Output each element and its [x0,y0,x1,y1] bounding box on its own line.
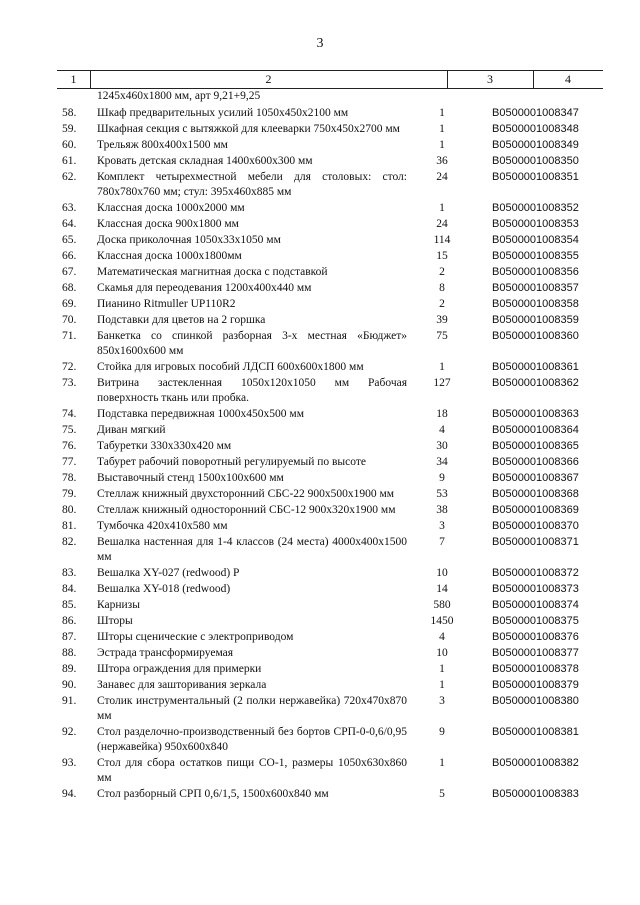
item-quantity: 1 [439,361,445,373]
header-col-2: 2 [265,72,272,86]
item-quantity: 24 [436,171,448,183]
item-description: Доска приколочная 1050x33x1050 мм [97,234,281,246]
item-quantity: 1450 [430,615,454,627]
item-inventory-code: B0500001008382 [492,757,579,769]
item-inventory-code: B0500001008383 [492,788,579,800]
item-description: Шторы сценические с электроприводом [97,631,294,643]
item-description: Шкаф предварительных усилий 1050x450x2100 мм [97,107,349,119]
item-number: 77. [62,456,77,468]
item-number: 76. [62,440,77,452]
table-row [0,423,640,438]
item-quantity: 9 [439,726,445,738]
item-quantity: 127 [433,377,451,389]
item-quantity: 36 [436,155,448,167]
table-row [0,535,640,565]
table-row [0,678,640,693]
item-description: Комплект четырехместной мебели для столовых: стол: 780x780x760 мм; стул: 395x460x885 мм [97,171,407,198]
continuation-row [0,89,640,104]
item-description: Стол для сбора остатков пищи СО-1, размеры 1050x630x860 мм [97,757,407,784]
item-number: 93. [62,757,77,769]
item-quantity: 580 [433,599,451,611]
item-quantity: 38 [436,504,448,516]
item-inventory-code: B0500001008370 [492,520,579,532]
table-row [0,233,640,248]
item-number: 88. [62,647,77,659]
item-description: Математическая магнитная доска с подставкой [97,266,328,278]
item-description: Кровать детская складная 1400x600x300 мм [97,155,313,167]
item-description: Стеллаж книжный двухсторонний СБС-22 900x500x1900 мм [97,488,395,500]
item-description: Вешалка XY-018 (redwood) [97,583,231,595]
item-inventory-code: B0500001008373 [492,583,579,595]
item-inventory-code: B0500001008354 [492,234,579,246]
item-description: Стойка для игровых пособий ЛДСП 600x600x1800 мм [97,361,364,373]
item-inventory-code: B0500001008379 [492,679,579,691]
table-row [0,265,640,280]
item-description: Классная доска 900x1800 мм [97,218,239,230]
table-row [0,122,640,137]
item-inventory-code: B0500001008360 [492,330,579,342]
item-number: 67. [62,266,77,278]
item-description: Эстрада трансформируемая [97,647,234,659]
continuation-text: 1245x460x1800 мм, арт 9,21+9,25 [97,90,261,102]
table-row [0,503,640,518]
item-inventory-code: B0500001008377 [492,647,579,659]
item-number: 79. [62,488,77,500]
item-quantity: 2 [439,266,445,278]
item-inventory-code: B0500001008349 [492,139,579,151]
table-row [0,725,640,755]
item-quantity: 1 [439,123,445,135]
item-quantity: 9 [439,472,445,484]
table-row [0,566,640,581]
item-number: 72. [62,361,77,373]
item-description: Тумбочка 420x410x580 мм [97,520,228,532]
item-inventory-code: B0500001008367 [492,472,579,484]
table-header [57,70,603,89]
item-number: 75. [62,424,77,436]
item-number: 90. [62,679,77,691]
table-row [0,787,640,802]
item-inventory-code: B0500001008359 [492,314,579,326]
item-inventory-code: B0500001008378 [492,663,579,675]
item-inventory-code: B0500001008357 [492,282,579,294]
table-row [0,313,640,328]
table-body [0,89,640,803]
item-number: 68. [62,282,77,294]
item-quantity: 53 [436,488,448,500]
item-number: 61. [62,155,77,167]
item-description: Шторы [97,615,133,627]
table-row [0,376,640,406]
item-inventory-code: B0500001008362 [492,377,579,389]
table-row [0,360,640,375]
item-inventory-code: B0500001008363 [492,408,579,420]
item-number: 86. [62,615,77,627]
item-description: Стол разборный СРП 0,6/1,5, 1500x600x840 мм [97,788,329,800]
item-inventory-code: B0500001008365 [492,440,579,452]
item-number: 66. [62,250,77,262]
table-row [0,630,640,645]
item-number: 60. [62,139,77,151]
item-inventory-code: B0500001008350 [492,155,579,167]
item-quantity: 1 [439,757,445,769]
table-row [0,281,640,296]
item-description: Выставочный стенд 1500x100x600 мм [97,472,284,484]
table-row [0,201,640,216]
item-number: 82. [62,536,77,548]
item-description: Занавес для зашторивания зеркала [97,679,267,691]
item-description: Банкетка со спинкой разборная 3-х местная «Бюджет» 850x1600x600 мм [97,330,407,357]
table-row [0,519,640,534]
table-row [0,455,640,470]
item-inventory-code: B0500001008368 [492,488,579,500]
item-quantity: 4 [439,424,445,436]
item-description: Диван мягкий [97,424,166,436]
item-description: Витрина застекленная 1050x120x1050 мм Рабочая поверхность ткань или пробка. [97,377,407,404]
item-description: Табуретки 330x330x420 мм [97,440,232,452]
item-quantity: 30 [436,440,448,452]
item-description: Столик инструментальный (2 полки нержавейка) 720x470x870 мм [97,695,407,722]
table-row [0,487,640,502]
item-description: Карнизы [97,599,140,611]
item-number: 91. [62,695,77,707]
item-description: Штора ограждения для примерки [97,663,262,675]
item-quantity: 1 [439,679,445,691]
table-row [0,756,640,786]
item-number: 81. [62,520,77,532]
item-number: 74. [62,408,77,420]
item-quantity: 4 [439,631,445,643]
item-number: 73. [62,377,77,389]
item-inventory-code: B0500001008372 [492,567,579,579]
item-quantity: 24 [436,218,448,230]
item-number: 94. [62,788,77,800]
item-quantity: 39 [436,314,448,326]
item-quantity: 10 [436,567,448,579]
item-number: 85. [62,599,77,611]
item-description: Вешалка настенная для 1-4 классов (24 места) 4000x400x1500 мм [97,536,407,563]
item-quantity: 7 [439,536,445,548]
item-number: 71. [62,330,77,342]
item-number: 65. [62,234,77,246]
item-description: Табурет рабочий поворотный регулируемый по высоте [97,456,366,468]
item-number: 92. [62,726,77,738]
table-row [0,217,640,232]
header-col-4: 4 [565,72,571,86]
item-quantity: 1 [439,202,445,214]
item-inventory-code: B0500001008380 [492,695,579,707]
item-inventory-code: B0500001008358 [492,298,579,310]
item-inventory-code: B0500001008356 [492,266,579,278]
item-description: Подставки для цветов на 2 горшка [97,314,266,326]
table-row [0,138,640,153]
item-quantity: 15 [436,250,448,262]
item-number: 64. [62,218,77,230]
item-inventory-code: B0500001008347 [492,107,579,119]
item-description: Пианино Ritmuller UP110R2 [97,298,236,310]
table-row [0,170,640,200]
table-row [0,582,640,597]
item-inventory-code: B0500001008371 [492,536,579,548]
table-row [0,694,640,724]
item-description: Подставка передвижная 1000x450x500 мм [97,408,304,420]
table-row [0,407,640,422]
item-quantity: 18 [436,408,448,420]
item-number: 69. [62,298,77,310]
item-number: 87. [62,631,77,643]
item-number: 89. [62,663,77,675]
item-inventory-code: B0500001008366 [492,456,579,468]
item-quantity: 3 [439,520,445,532]
table-row [0,297,640,312]
item-number: 58. [62,107,77,119]
item-inventory-code: B0500001008364 [492,424,579,436]
item-quantity: 1 [439,139,445,151]
item-number: 83. [62,567,77,579]
item-inventory-code: B0500001008351 [492,171,579,183]
item-description: Стеллаж книжный односторонний СБС-12 900x320x1900 мм [97,504,396,516]
item-description: Классная доска 1000x1800мм [97,250,242,262]
item-number: 84. [62,583,77,595]
item-inventory-code: B0500001008361 [492,361,579,373]
item-quantity: 1 [439,663,445,675]
item-quantity: 114 [433,234,451,246]
item-inventory-code: B0500001008353 [492,218,579,230]
item-quantity: 2 [439,298,445,310]
table-row [0,329,640,359]
page-number: 3 [316,36,324,51]
item-inventory-code: B0500001008348 [492,123,579,135]
item-number: 63. [62,202,77,214]
item-quantity: 75 [436,330,448,342]
item-quantity: 34 [436,456,448,468]
item-description: Скамья для переодевания 1200x400x440 мм [97,282,312,294]
item-description: Трельяж 800x400x1500 мм [97,139,228,151]
item-description: Классная доска 1000x2000 мм [97,202,245,214]
table-row [0,614,640,629]
item-inventory-code: B0500001008381 [492,726,579,738]
table-row [0,154,640,169]
table-row [0,249,640,264]
table-row [0,106,640,121]
table-row [0,662,640,677]
table-row [0,646,640,661]
item-inventory-code: B0500001008369 [492,504,579,516]
item-number: 70. [62,314,77,326]
item-description: Шкафная секция с вытяжкой для клееварки 750x450x2700 мм [97,123,400,135]
item-inventory-code: B0500001008374 [492,599,579,611]
table-row [0,598,640,613]
item-quantity: 5 [439,788,445,800]
table-row [0,439,640,454]
item-inventory-code: B0500001008376 [492,631,579,643]
item-number: 62. [62,171,77,183]
item-quantity: 8 [439,282,445,294]
item-inventory-code: B0500001008355 [492,250,579,262]
item-number: 78. [62,472,77,484]
item-description: Вешалка XY-027 (redwood) P [97,567,240,579]
item-quantity: 10 [436,647,448,659]
table-row [0,471,640,486]
item-quantity: 3 [439,695,445,707]
item-quantity: 14 [436,583,448,595]
header-col-3: 3 [487,72,493,86]
item-description: Стол разделочно-производственный без бортов СРП-0-0,6/0,95 (нержавейка) 950x600x840 [97,726,407,753]
item-number: 59. [62,123,77,135]
item-quantity: 1 [439,107,445,119]
item-number: 80. [62,504,77,516]
header-col-1: 1 [70,72,77,86]
item-inventory-code: B0500001008375 [492,615,579,627]
item-inventory-code: B0500001008352 [492,202,579,214]
